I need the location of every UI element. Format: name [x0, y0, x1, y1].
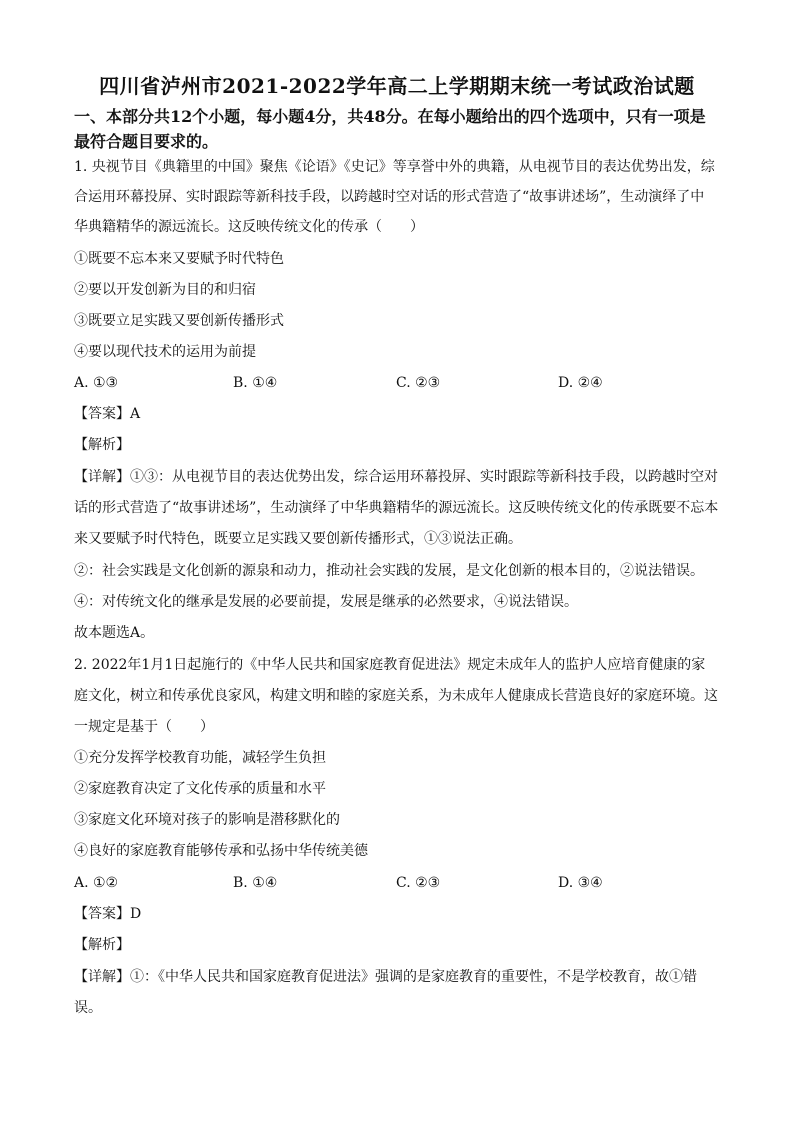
- q1-statement-1: ①既要不忘本来又要赋予时代特色: [74, 251, 284, 267]
- q1-option-a: A. ①③: [74, 375, 119, 391]
- q2-option-a: A. ①②: [74, 875, 119, 891]
- q1-stem-line-1: 1. 央视节目《典籍里的中国》聚焦《论语》《史记》等享誉中外的典籍，从电视节目的表达优势出发，综: [74, 159, 715, 175]
- section-header-line-1: 一、本部分共12个小题，每小题4分，共48分。在每小题给出的四个选项中，只有一项是: [74, 107, 706, 126]
- q2-detail-line-1: 【详解】①：《中华人民共和国家庭教育促进法》强调的是家庭教育的重要性，不是学校教育，故①错: [74, 969, 697, 985]
- q2-stem-line-1: 2. 2022年1月1日起施行的《中华人民共和国家庭教育促进法》规定未成年人的监护人应培育健康的家: [74, 657, 706, 673]
- q1-detail-line-6: 故本题选A。: [74, 625, 155, 641]
- q1-option-c: C. ②③: [396, 375, 441, 391]
- q2-statement-4: ④良好的家庭教育能够传承和弘扬中华传统美德: [74, 843, 368, 859]
- q2-analysis-label: 【解析】: [74, 937, 130, 953]
- q2-answer: 【答案】D: [74, 906, 142, 922]
- q1-detail-line-1: 【详解】①③：从电视节目的表达优势出发，综合运用环幕投屏、实时跟踪等新科技手段，以跨越时空对: [74, 469, 718, 485]
- q2-stem-line-2: 庭文化，树立和传承优良家风，构建文明和睦的家庭关系，为未成年人健康成长营造良好的家庭环境。这: [74, 688, 718, 704]
- q1-detail-line-3: 来又要赋予时代特色，既要立足实践又要创新传播形式，①③说法正确。: [74, 531, 522, 547]
- q1-statement-4: ④要以现代技术的运用为前提: [74, 344, 256, 360]
- q2-option-b: B. ①④: [233, 875, 278, 891]
- q2-statement-3: ③家庭文化环境对孩子的影响是潜移默化的: [74, 812, 340, 828]
- q2-statement-2: ②家庭教育决定了文化传承的质量和水平: [74, 781, 326, 797]
- q1-detail-line-4: ②：社会实践是文化创新的源泉和动力，推动社会实践的发展，是文化创新的根本目的，②说法错误。: [74, 563, 704, 579]
- q1-statement-3: ③既要立足实践又要创新传播形式: [74, 313, 284, 329]
- q2-stem-line-3: 一规定是基于（ ）: [74, 719, 214, 735]
- q1-stem-line-2: 合运用环幕投屏、实时跟踪等新科技手段，以跨越时空对话的形式营造了“故事讲述场”，生动演绎了中: [74, 189, 705, 205]
- section-header-line-2: 最符合题目要求的。: [74, 132, 219, 151]
- q1-stem-line-3: 华典籍精华的源远流长。这反映传统文化的传承（ ）: [74, 219, 424, 235]
- q1-detail-line-2: 话的形式营造了“故事讲述场”，生动演绎了中华典籍精华的源远流长。这反映传统文化的传承既要不忘本: [74, 500, 719, 516]
- q1-option-d: D. ②④: [558, 375, 603, 391]
- q2-option-d: D. ③④: [558, 875, 603, 891]
- q1-analysis-label: 【解析】: [74, 437, 130, 453]
- q2-statement-1: ①充分发挥学校教育功能，减轻学生负担: [74, 750, 326, 766]
- q1-answer: 【答案】A: [74, 406, 141, 422]
- q2-option-c: C. ②③: [396, 875, 441, 891]
- page-title: 四川省泸州市2021-2022学年高二上学期期末统一考试政治试题: [99, 74, 695, 98]
- q1-statement-2: ②要以开发创新为目的和归宿: [74, 282, 256, 298]
- q1-detail-line-5: ④：对传统文化的继承是发展的必要前提，发展是继承的必然要求，④说法错误。: [74, 594, 578, 610]
- q1-option-b: B. ①④: [233, 375, 278, 391]
- q2-detail-line-2: 误。: [74, 1000, 102, 1016]
